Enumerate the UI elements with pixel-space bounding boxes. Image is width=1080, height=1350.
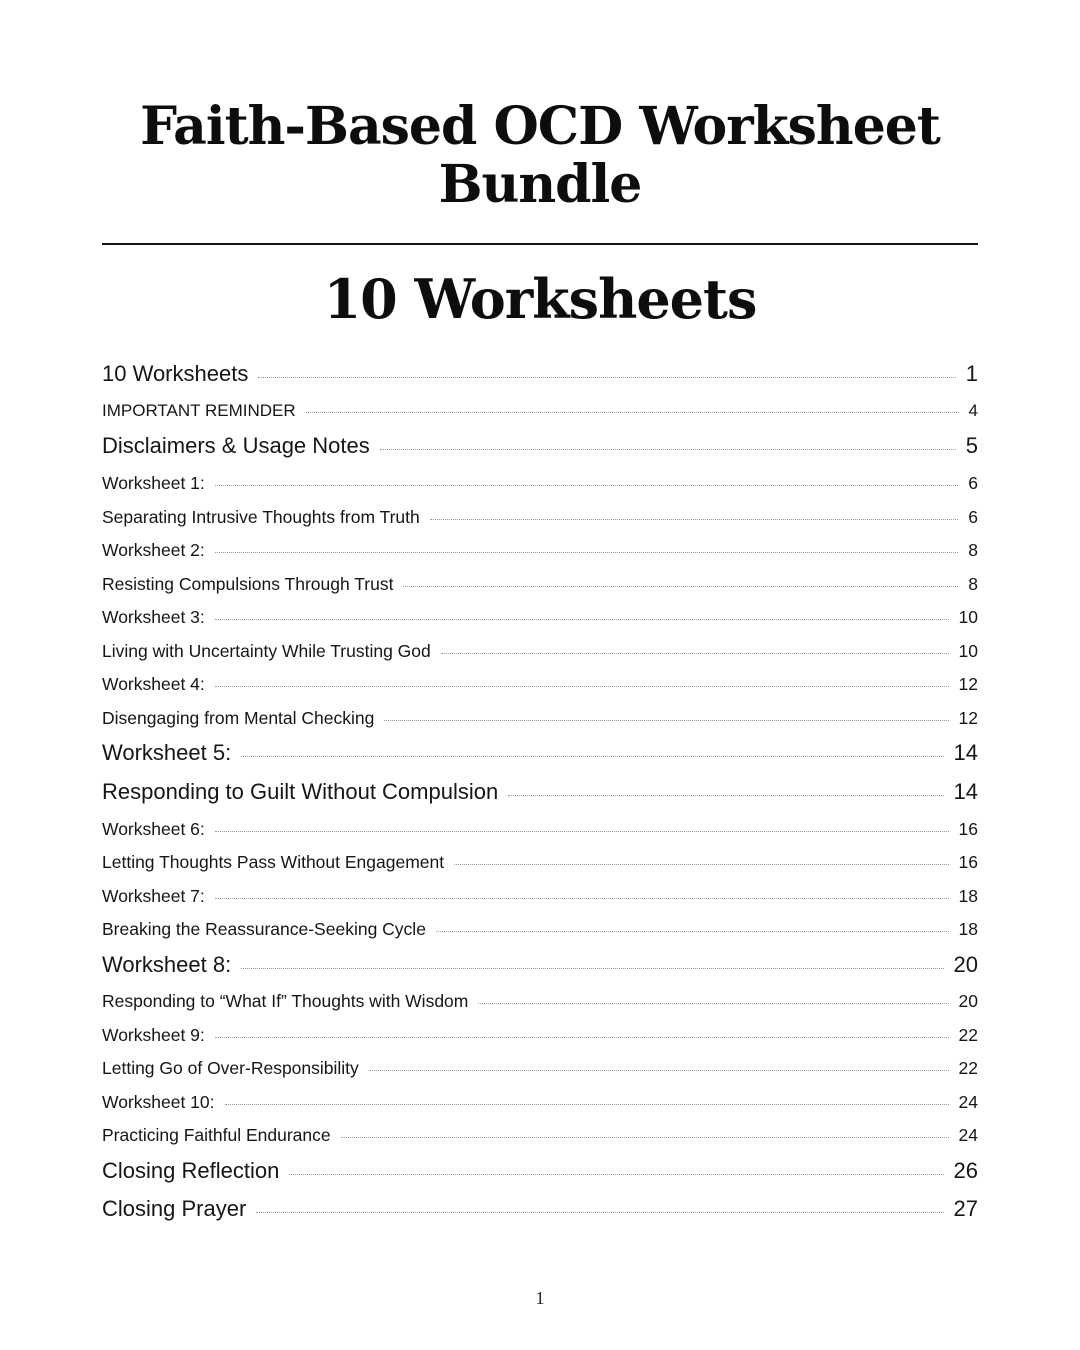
toc-entry[interactable] — [102, 1025, 978, 1046]
toc-entry[interactable] — [102, 507, 978, 528]
toc-entry-page: 20 — [953, 952, 978, 977]
toc-leader-dots — [454, 864, 948, 865]
toc-entry-page: 20 — [958, 991, 978, 1011]
toc-entry-page: 10 — [958, 607, 978, 627]
toc-entry-label: IMPORTANT REMINDER — [102, 401, 296, 420]
toc-heading: 10 Worksheets — [323, 267, 757, 331]
toc-leader-dots — [215, 831, 949, 832]
toc-entry-label: Resisting Compulsions Through Trust — [102, 574, 394, 594]
toc-entry-label: Practicing Faithful Endurance — [102, 1125, 331, 1145]
toc-leader-dots — [215, 898, 949, 899]
toc-entry-label: Worksheet 2: — [102, 540, 205, 560]
toc-entry[interactable] — [102, 361, 978, 387]
toc-leader-dots — [403, 586, 958, 587]
toc-entry-label: Worksheet 3: — [102, 607, 205, 627]
toc-leader-dots — [215, 1037, 949, 1038]
toc-entry-page: 18 — [958, 886, 978, 906]
toc-entry-label: Worksheet 10: — [102, 1092, 215, 1112]
toc-entry[interactable] — [102, 433, 978, 459]
toc-entry-page: 4 — [968, 401, 978, 420]
toc-entry-page: 8 — [968, 574, 978, 594]
toc-entry[interactable] — [102, 540, 978, 561]
toc-entry[interactable] — [102, 401, 978, 421]
toc-leader-dots — [215, 619, 949, 620]
toc-entry-label: Responding to Guilt Without Compulsion — [102, 779, 499, 804]
toc-leader-dots — [289, 1174, 943, 1175]
page-number: 1 — [535, 1288, 545, 1308]
toc-entry[interactable] — [102, 473, 978, 494]
toc-leader-dots — [384, 720, 948, 721]
toc-entry[interactable] — [102, 852, 978, 873]
toc-entry[interactable] — [102, 991, 978, 1012]
document-page — [102, 0, 978, 1350]
toc-entry-page: 24 — [958, 1092, 978, 1112]
toc-entry-page: 14 — [953, 779, 978, 804]
toc-entry-page: 18 — [958, 919, 978, 939]
toc-entry[interactable] — [102, 574, 978, 595]
toc-entry-label: Separating Intrusive Thoughts from Truth — [102, 507, 420, 527]
toc-entry-label: Worksheet 6: — [102, 819, 205, 839]
toc-entry-page: 6 — [968, 507, 978, 527]
toc-entry-label: Closing Reflection — [102, 1158, 280, 1183]
toc-entry[interactable] — [102, 779, 978, 805]
toc-entry-label: Worksheet 9: — [102, 1025, 205, 1045]
toc-entry-label: Worksheet 5: — [102, 740, 232, 765]
toc-entry-page: 10 — [958, 641, 978, 661]
toc-entry-label: Disclaimers & Usage Notes — [102, 433, 370, 458]
toc-leader-dots — [478, 1003, 948, 1004]
toc-entry-label: Worksheet 4: — [102, 674, 205, 694]
toc-entry-label: Worksheet 1: — [102, 473, 205, 493]
toc-entry[interactable] — [102, 740, 978, 766]
toc-entry-label: Disengaging from Mental Checking — [102, 708, 375, 728]
toc-leader-dots — [215, 552, 958, 553]
toc-entry-label: 10 Worksheets — [102, 361, 249, 386]
toc-entry[interactable] — [102, 1092, 978, 1113]
toc-entry[interactable] — [102, 674, 978, 695]
toc-entry-page: 16 — [958, 852, 978, 872]
toc-entry[interactable] — [102, 708, 978, 729]
title-divider — [102, 243, 978, 245]
toc-entry[interactable] — [102, 952, 978, 978]
toc-entry[interactable] — [102, 919, 978, 940]
document-title: Faith-Based OCD Worksheet Bundle — [140, 96, 940, 215]
toc-leader-dots — [215, 686, 949, 687]
toc-entry-page: 14 — [953, 740, 978, 765]
toc-entry-page: 27 — [953, 1196, 978, 1221]
toc-entry-label: Living with Uncertainty While Trusting God — [102, 641, 431, 661]
toc-entry[interactable] — [102, 886, 978, 907]
toc-entry[interactable] — [102, 819, 978, 840]
toc-leader-dots — [241, 756, 943, 757]
toc-entry[interactable] — [102, 1125, 978, 1146]
toc-leader-dots — [508, 795, 943, 796]
toc-leader-dots — [380, 449, 956, 450]
toc-entry[interactable] — [102, 607, 978, 628]
toc-entry[interactable] — [102, 1058, 978, 1079]
toc-leader-dots — [369, 1070, 949, 1071]
toc-entry[interactable] — [102, 1158, 978, 1184]
toc-entry[interactable] — [102, 1196, 978, 1222]
toc-entry-page: 1 — [965, 361, 978, 386]
toc-entry-label: Worksheet 8: — [102, 952, 232, 977]
toc-leader-dots — [225, 1104, 949, 1105]
toc-entry-label: Closing Prayer — [102, 1196, 247, 1221]
toc-leader-dots — [256, 1212, 943, 1213]
toc-entry-label: Letting Go of Over-Responsibility — [102, 1058, 359, 1078]
toc-entry-page: 12 — [958, 674, 978, 694]
toc-entry-label: Letting Thoughts Pass Without Engagement — [102, 852, 445, 872]
toc-entry-page: 22 — [958, 1058, 978, 1078]
toc-entry[interactable] — [102, 641, 978, 662]
toc-entry-page: 8 — [968, 540, 978, 560]
toc-entry-label: Breaking the Reassurance-Seeking Cycle — [102, 919, 426, 939]
toc-leader-dots — [258, 377, 955, 378]
toc-entry-page: 26 — [953, 1158, 978, 1183]
toc-leader-dots — [241, 968, 943, 969]
toc-entry-label: Worksheet 7: — [102, 886, 205, 906]
toc-entry-page: 16 — [958, 819, 978, 839]
toc-leader-dots — [215, 485, 958, 486]
toc-entry-page: 6 — [968, 473, 978, 493]
toc-entry-page: 22 — [958, 1025, 978, 1045]
toc-entry-label: Responding to “What If” Thoughts with Wisdom — [102, 991, 469, 1011]
toc-leader-dots — [441, 653, 949, 654]
toc-leader-dots — [430, 519, 959, 520]
toc-entry-page: 12 — [958, 708, 978, 728]
toc-leader-dots — [306, 412, 959, 413]
toc-leader-dots — [341, 1137, 949, 1138]
toc-entry-page: 24 — [958, 1125, 978, 1145]
toc-entry-page: 5 — [965, 433, 978, 458]
toc-leader-dots — [436, 931, 949, 932]
